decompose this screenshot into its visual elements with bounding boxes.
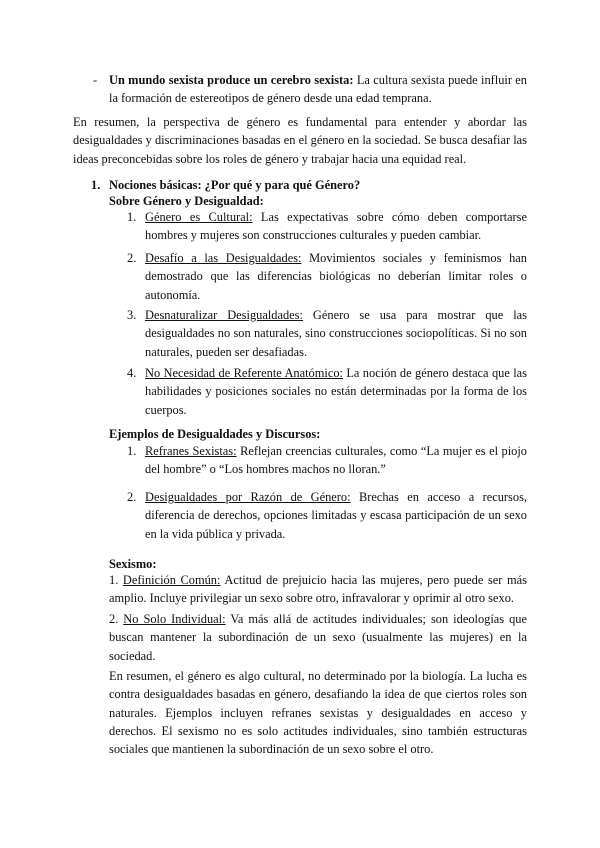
item-number: 1.: [127, 210, 137, 224]
item-text: Reflejan creencias culturales, como “La mujer es el piojo del hombre” o “Los hombres machos no lloran.”: [145, 444, 527, 477]
item-text: Va más allá de actitudes individuales; son ideologías que buscan mantener la subordinación de un sexo (usualmente las mujeres) en la sociedad.: [109, 612, 527, 663]
item-number: 3.: [127, 308, 137, 322]
list-item: [145, 442, 527, 479]
item-term: Definición Común:: [122, 573, 221, 587]
item-term: Desnaturalizar Desigualdades:: [145, 308, 303, 322]
list-item: [145, 306, 527, 361]
item-text: Las expectativas sobre cómo deben comportarse hombres y mujeres son construcciones culturales y pueden cambiar.: [145, 210, 527, 243]
item-term: Desafío a las Desigualdades:: [145, 251, 302, 265]
item-number: 4.: [127, 366, 137, 380]
list-item: [145, 249, 527, 304]
item-term: Refranes Sexistas:: [145, 444, 237, 458]
section-subtitle: Sobre Género y Desigualdad:: [109, 194, 264, 208]
item-text: Género se usa para mostrar que las desigualdades no son naturales, sino construcciones sociopolíticas. Si no son naturales, pueden ser desafiadas.: [145, 308, 527, 359]
summary-paragraph-2: En resumen, el género es algo cultural, no determinado por la biología. La lucha es contra desigualdades basadas en género, desafiando la idea de que ciertos roles son naturales. Ejemplos incluyen refranes sexistas y desigualdades en acceso y derechos. El sexismo no es solo actitudes individuales, sino también estructuras sociales que mantienen la subordinación de un sexo sobre el otro.: [109, 669, 527, 757]
section-title: Nociones básicas: ¿Por qué y para qué Género?: [109, 178, 361, 192]
bullet-text: La cultura sexista puede influir en la formación de estereotipos de género desde una edad temprana.: [109, 73, 528, 106]
section-number: 1.: [91, 178, 101, 192]
item-number: 2.: [127, 490, 137, 504]
sexismo-title: Sexismo:: [109, 557, 157, 571]
bullet-bold: Un mundo sexista produce un cerebro sexista:: [109, 73, 354, 87]
item-text: Brechas en acceso a recursos, diferencia de derechos, opciones limitadas y escasa participación de un sexo en la vida pública y privada.: [145, 490, 527, 541]
item-term: Desigualdades por Razón de Género:: [145, 490, 351, 504]
item-number: 1.: [109, 573, 119, 587]
item-term: No Solo Individual:: [123, 612, 226, 626]
item-text: Actitud de prejuicio hacia las mujeres, pero puede ser más amplio. Incluye privilegiar un sexo sobre otro, infravalorar y oprimir al otro sexo.: [109, 573, 528, 606]
sexismo-item: [109, 610, 527, 665]
item-text: Movimientos sociales y feminismos han demostrado que las diferencias biológicas no deberían limitar roles o autonomía.: [145, 251, 527, 302]
summary-paragraph-1: En resumen, la perspectiva de género es fundamental para entender y abordar las desigualdades y discriminaciones basadas en el género en la sociedad. Se busca desafiar las ideas preconcebidas sobre los roles de género y trabajar hacia una equidad real.: [73, 115, 527, 166]
list-item: [145, 208, 527, 245]
bullet-dash: -: [93, 73, 98, 87]
item-term: Género es Cultural:: [145, 210, 253, 224]
item-number: 2.: [127, 251, 137, 265]
item-number: 1.: [127, 444, 137, 458]
item-number: 2.: [109, 612, 119, 626]
bullet-paragraph: [109, 71, 527, 108]
item-text: La noción de género destaca que las habilidades y posiciones sociales no están determinadas por la forma de los cuerpos.: [145, 366, 527, 417]
examples-title: Ejemplos de Desigualdades y Discursos:: [109, 427, 321, 441]
list-item: [145, 488, 527, 543]
list-item: [145, 364, 527, 419]
sexismo-item: [109, 571, 527, 608]
item-term: No Necesidad de Referente Anatómico:: [145, 366, 343, 380]
